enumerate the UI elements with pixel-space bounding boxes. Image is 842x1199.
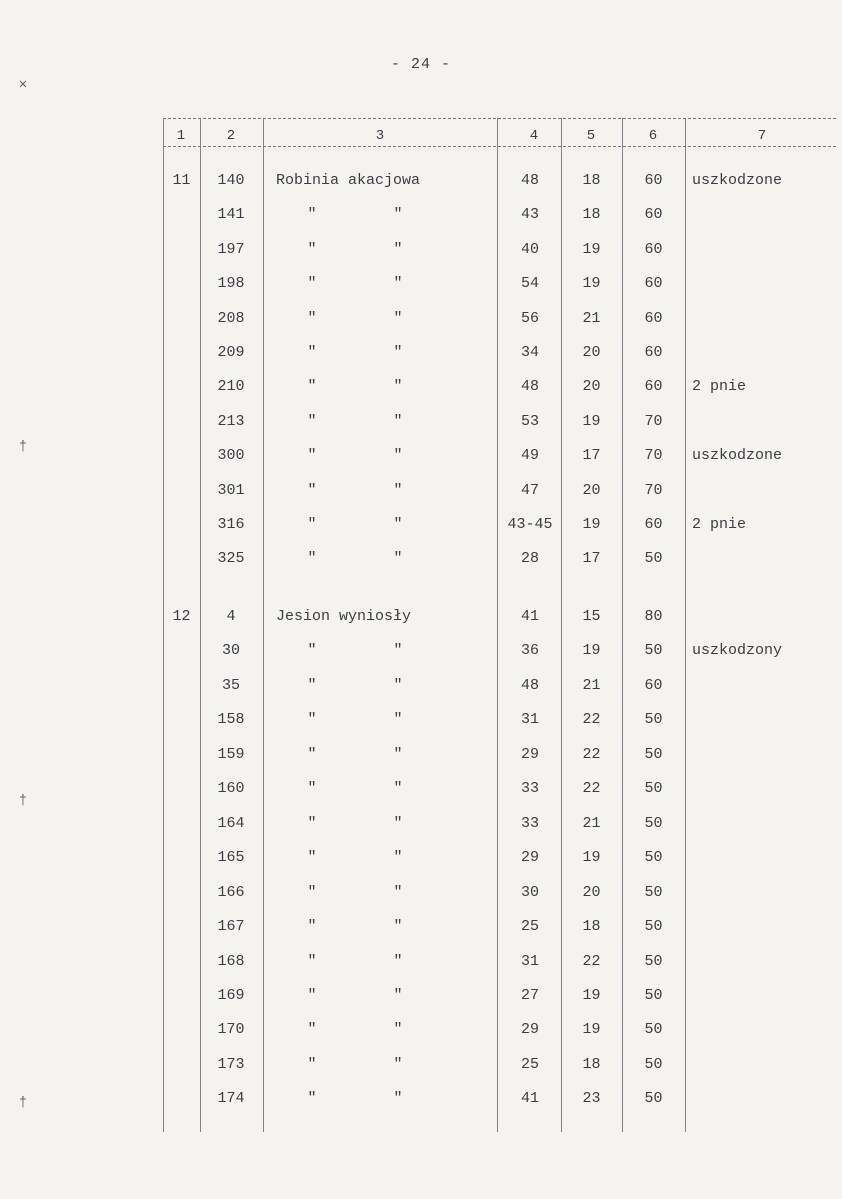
cell-ditto-mark: ": [393, 206, 403, 224]
cell-col4: 25: [520, 1055, 539, 1073]
cell-plot-number: [163, 676, 200, 696]
cell-col4: 48: [520, 378, 539, 396]
cell-plot-number: [163, 377, 200, 397]
cell-tree-number: 160: [217, 780, 245, 798]
cell-ditto-mark: ": [393, 849, 403, 867]
cell-ditto-mark: ": [307, 1021, 317, 1039]
cell-tree-number: 213: [217, 412, 245, 430]
cell-col4: 25: [520, 918, 539, 936]
cell-col6: 60: [644, 378, 663, 396]
cell-ditto-mark: ": [393, 642, 403, 660]
cell-plot-number: [163, 883, 200, 903]
cell-ditto-mark: ": [307, 412, 317, 430]
cell-col4: 31: [520, 952, 539, 970]
punch-hole-mark: †: [18, 439, 28, 455]
cell-ditto-mark: ": [307, 918, 317, 936]
cell-tree-number: 198: [217, 275, 245, 293]
punch-hole-mark: ✕: [18, 77, 28, 93]
cell-plot-number: [163, 309, 200, 329]
column-divider: [263, 118, 264, 1132]
cell-plot-number: [163, 952, 200, 972]
cell-ditto-mark: ": [393, 481, 403, 499]
cell-plot-number: [163, 1020, 200, 1040]
cell-col6: 60: [644, 275, 663, 293]
cell-remarks: [692, 309, 837, 329]
cell-plot-number: [163, 848, 200, 868]
cell-col6: 60: [644, 676, 663, 694]
cell-tree-number: 169: [217, 986, 245, 1004]
cell-col6: 50: [644, 1055, 663, 1073]
cell-col5: 22: [582, 780, 601, 798]
cell-col5: 22: [582, 711, 601, 729]
cell-remarks: [692, 549, 837, 569]
cell-col5: 18: [582, 1055, 601, 1073]
cell-col4: 40: [520, 240, 539, 258]
cell-tree-number: 140: [217, 172, 245, 189]
cell-plot-number: [163, 917, 200, 937]
cell-col4: 53: [520, 412, 539, 430]
cell-col6: 50: [644, 952, 663, 970]
cell-ditto-mark: ": [393, 550, 403, 568]
cell-ditto-mark: ": [393, 344, 403, 361]
cell-col6: 50: [644, 1090, 663, 1108]
cell-tree-number: 197: [217, 240, 245, 258]
cell-tree-number: 316: [217, 516, 245, 533]
cell-col5: 19: [582, 516, 601, 533]
cell-col4: 43-45: [507, 516, 553, 533]
cell-tree-number: 158: [217, 711, 245, 729]
cell-plot-number: [163, 1055, 200, 1075]
cell-plot-number: [163, 481, 200, 501]
cell-col6: 50: [644, 745, 663, 763]
cell-col6: 50: [644, 814, 663, 832]
cell-col4: 56: [520, 309, 539, 327]
page-number: - 24 -: [390, 56, 451, 73]
cell-species-name: Jesion wyniosły: [276, 608, 412, 625]
cell-col6: 70: [644, 447, 663, 465]
cell-col4: 27: [520, 986, 539, 1004]
cell-col6: 70: [644, 481, 663, 499]
cell-tree-number: 208: [217, 309, 245, 327]
cell-tree-number: 209: [217, 344, 245, 361]
column-header: 5: [586, 128, 596, 144]
cell-col6: 60: [644, 172, 663, 189]
cell-ditto-mark: ": [307, 676, 317, 694]
column-header: 4: [529, 128, 539, 144]
cell-col5: 22: [582, 952, 601, 970]
cell-col6: 50: [644, 1021, 663, 1039]
cell-ditto-mark: ": [393, 952, 403, 970]
cell-ditto-mark: ": [307, 240, 317, 258]
cell-ditto-mark: ": [393, 986, 403, 1004]
cell-remarks: [692, 607, 837, 627]
cell-col6: 50: [644, 711, 663, 729]
cell-remarks: 2 pnie: [692, 378, 747, 396]
cell-col6: 50: [644, 986, 663, 1004]
cell-remarks: [692, 1089, 837, 1109]
cell-remarks: [692, 274, 837, 294]
cell-species-name: Robinia akacjowa: [276, 172, 421, 189]
cell-tree-number: 300: [217, 447, 245, 465]
column-divider: [497, 118, 498, 1132]
cell-ditto-mark: ": [307, 745, 317, 763]
cell-remarks: [692, 952, 837, 972]
cell-col5: 19: [582, 412, 601, 430]
cell-plot-number: [163, 549, 200, 569]
cell-ditto-mark: ": [307, 1090, 317, 1108]
cell-col5: 21: [582, 676, 601, 694]
cell-plot-number: [163, 343, 200, 363]
punch-hole-mark: †: [18, 1095, 28, 1111]
cell-remarks: [692, 481, 837, 501]
cell-ditto-mark: ": [393, 814, 403, 832]
cell-tree-number: 174: [217, 1090, 245, 1108]
cell-remarks: [692, 412, 837, 432]
cell-ditto-mark: ": [393, 1055, 403, 1073]
cell-remarks: [692, 814, 837, 834]
cell-ditto-mark: ": [307, 516, 317, 533]
cell-col5: 20: [582, 344, 601, 361]
cell-col4: 29: [520, 849, 539, 867]
cell-ditto-mark: ": [393, 918, 403, 936]
column-divider: [685, 118, 686, 1132]
cell-col4: 47: [520, 481, 539, 499]
cell-ditto-mark: ": [393, 1021, 403, 1039]
cell-col5: 18: [582, 206, 601, 224]
cell-col6: 60: [644, 344, 663, 361]
cell-plot-number: [163, 779, 200, 799]
cell-col5: 15: [582, 608, 601, 625]
cell-col4: 31: [520, 711, 539, 729]
cell-plot-number: [163, 710, 200, 730]
cell-remarks: [692, 883, 837, 903]
cell-ditto-mark: ": [393, 1090, 403, 1108]
cell-col6: 50: [644, 642, 663, 660]
cell-col4: 34: [520, 344, 539, 361]
cell-plot-number: 11: [172, 172, 191, 189]
cell-col4: 30: [520, 883, 539, 901]
cell-col4: 41: [520, 608, 539, 625]
cell-remarks: uszkodzone: [692, 447, 783, 465]
cell-ditto-mark: ": [393, 275, 403, 293]
cell-col5: 18: [582, 172, 601, 189]
cell-col6: 60: [644, 516, 663, 533]
cell-col5: 19: [582, 240, 601, 258]
cell-ditto-mark: ": [393, 711, 403, 729]
cell-col5: 19: [582, 275, 601, 293]
cell-remarks: uszkodzone: [692, 172, 783, 189]
column-divider: [200, 118, 201, 1132]
cell-ditto-mark: ": [307, 309, 317, 327]
cell-ditto-mark: ": [393, 676, 403, 694]
column-header: 1: [176, 128, 186, 144]
cell-ditto-mark: ": [307, 986, 317, 1004]
cell-tree-number: 30: [221, 642, 240, 660]
cell-col6: 60: [644, 206, 663, 224]
cell-plot-number: [163, 641, 200, 661]
cell-ditto-mark: ": [307, 952, 317, 970]
cell-col6: 80: [644, 608, 663, 625]
cell-plot-number: [163, 986, 200, 1006]
cell-col4: 43: [520, 206, 539, 224]
cell-ditto-mark: ": [393, 378, 403, 396]
cell-col4: 29: [520, 1021, 539, 1039]
cell-remarks: 2 pnie: [692, 516, 747, 533]
cell-tree-number: 301: [217, 481, 245, 499]
cell-remarks: [692, 986, 837, 1006]
cell-remarks: [692, 240, 837, 260]
cell-col4: 48: [520, 172, 539, 189]
cell-col5: 19: [582, 986, 601, 1004]
cell-plot-number: [163, 274, 200, 294]
cell-ditto-mark: ": [393, 447, 403, 465]
cell-ditto-mark: ": [307, 883, 317, 901]
cell-ditto-mark: ": [393, 883, 403, 901]
cell-tree-number: 210: [217, 378, 245, 396]
cell-col5: 20: [582, 883, 601, 901]
cell-plot-number: [163, 240, 200, 260]
cell-tree-number: 167: [217, 918, 245, 936]
cell-ditto-mark: ": [393, 309, 403, 327]
cell-remarks: [692, 205, 837, 225]
cell-remarks: [692, 745, 837, 765]
cell-col6: 50: [644, 780, 663, 798]
cell-ditto-mark: ": [307, 642, 317, 660]
cell-col6: 70: [644, 412, 663, 430]
cell-ditto-mark: ": [307, 206, 317, 224]
cell-col4: 36: [520, 642, 539, 660]
cell-plot-number: [163, 412, 200, 432]
cell-col4: 54: [520, 275, 539, 293]
cell-col5: 17: [582, 447, 601, 465]
cell-ditto-mark: ": [307, 814, 317, 832]
cell-tree-number: 168: [217, 952, 245, 970]
cell-remarks: [692, 779, 837, 799]
cell-col5: 20: [582, 378, 601, 396]
cell-col4: 41: [520, 1090, 539, 1108]
cell-col6: 50: [644, 883, 663, 901]
column-header: 7: [757, 128, 767, 144]
cell-tree-number: 170: [217, 1021, 245, 1039]
column-header: 3: [375, 128, 385, 144]
cell-col4: 29: [520, 745, 539, 763]
cell-ditto-mark: ": [307, 447, 317, 465]
cell-tree-number: 165: [217, 849, 245, 867]
cell-plot-number: [163, 1089, 200, 1109]
cell-remarks: [692, 710, 837, 730]
cell-ditto-mark: ": [307, 711, 317, 729]
cell-remarks: uszkodzony: [692, 642, 783, 660]
cell-col5: 21: [582, 309, 601, 327]
cell-plot-number: [163, 814, 200, 834]
cell-col6: 50: [644, 918, 663, 936]
cell-ditto-mark: ": [307, 1055, 317, 1073]
cell-col6: 50: [644, 550, 663, 568]
cell-col5: 19: [582, 642, 601, 660]
cell-remarks: [692, 848, 837, 868]
cell-remarks: [692, 1020, 837, 1040]
cell-col5: 20: [582, 481, 601, 499]
cell-ditto-mark: ": [393, 516, 403, 533]
cell-remarks: [692, 917, 837, 937]
cell-tree-number: 173: [217, 1055, 245, 1073]
cell-col5: 18: [582, 918, 601, 936]
column-header: 6: [648, 128, 658, 144]
cell-col6: 50: [644, 849, 663, 867]
cell-ditto-mark: ": [393, 780, 403, 798]
cell-remarks: [692, 343, 837, 363]
cell-col4: 33: [520, 814, 539, 832]
cell-plot-number: 12: [172, 608, 191, 625]
cell-plot-number: [163, 745, 200, 765]
cell-col4: 33: [520, 780, 539, 798]
cell-tree-number: 141: [217, 206, 245, 224]
cell-col5: 19: [582, 1021, 601, 1039]
cell-col4: 49: [520, 447, 539, 465]
cell-ditto-mark: ": [307, 378, 317, 396]
cell-ditto-mark: ": [393, 412, 403, 430]
cell-col6: 60: [644, 309, 663, 327]
cell-col5: 17: [582, 550, 601, 568]
cell-tree-number: 166: [217, 883, 245, 901]
cell-remarks: [692, 676, 837, 696]
cell-ditto-mark: ": [307, 481, 317, 499]
cell-plot-number: [163, 446, 200, 466]
cell-ditto-mark: ": [307, 344, 317, 361]
cell-col5: 19: [582, 849, 601, 867]
cell-ditto-mark: ": [393, 240, 403, 258]
cell-ditto-mark: ": [307, 849, 317, 867]
cell-ditto-mark: ": [307, 275, 317, 293]
punch-hole-mark: †: [18, 793, 28, 809]
column-header: 2: [226, 128, 236, 144]
cell-tree-number: 164: [217, 814, 245, 832]
cell-plot-number: [163, 205, 200, 225]
cell-col6: 60: [644, 240, 663, 258]
cell-tree-number: 325: [217, 550, 245, 568]
cell-col4: 28: [520, 550, 539, 568]
cell-col5: 21: [582, 814, 601, 832]
cell-tree-number: 4: [226, 608, 236, 625]
cell-remarks: [692, 1055, 837, 1075]
cell-col4: 48: [520, 676, 539, 694]
cell-tree-number: 159: [217, 745, 245, 763]
cell-ditto-mark: ": [393, 745, 403, 763]
cell-tree-number: 35: [221, 676, 240, 694]
cell-plot-number: [163, 515, 200, 535]
cell-ditto-mark: ": [307, 780, 317, 798]
cell-col5: 22: [582, 745, 601, 763]
cell-ditto-mark: ": [307, 550, 317, 568]
cell-col5: 23: [582, 1090, 601, 1108]
